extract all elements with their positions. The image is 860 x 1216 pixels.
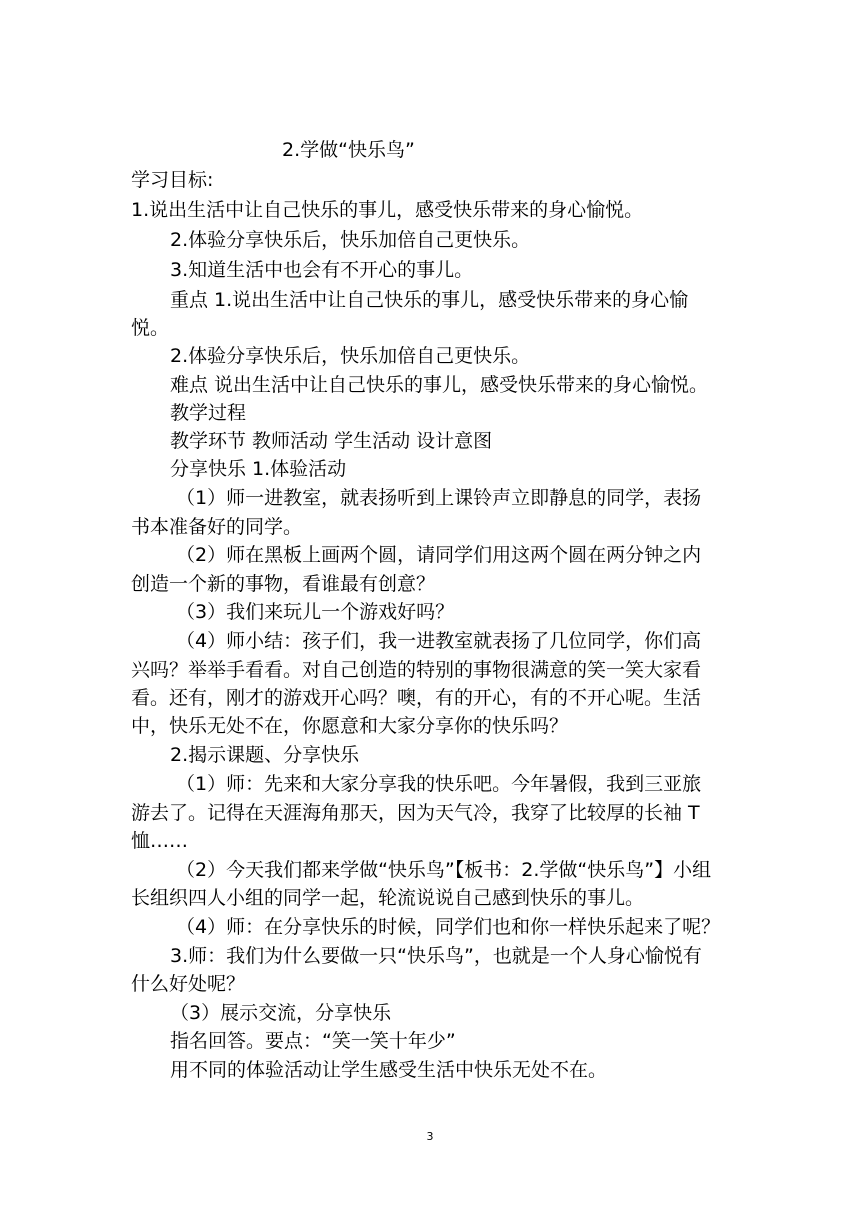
- text-line: 兴吗？举举手看看。对自己创造的特别的事物很满意的笑一笑大家看: [131, 659, 702, 681]
- text-line: 什么好处呢？: [131, 973, 246, 995]
- text-line: （4）师小结：孩子们，我一进教室就表扬了几位同学，你们高: [176, 630, 702, 652]
- text-line: 书本准备好的同学。: [131, 516, 303, 538]
- text-line: 教学过程: [170, 402, 247, 424]
- text-line: 1.说出生活中让自己快乐的事儿，感受快乐带来的身心愉悦。: [131, 199, 644, 221]
- text-line: （2）今天我们都来学做“快乐鸟”【板书：2.学做“快乐鸟”】小组: [176, 859, 712, 881]
- text-line: 2.揭示课题、分享快乐: [170, 744, 360, 766]
- document-title: 2.学做“快乐鸟”: [282, 139, 415, 161]
- text-line: 用不同的体验活动让学生感受生活中快乐无处不在。: [170, 1059, 608, 1081]
- text-line: 悦。: [131, 317, 170, 339]
- text-line: 游去了。记得在天涯海角那天，因为天气冷，我穿了比较厚的长袖 T: [131, 802, 700, 824]
- text-line: （1）师：先来和大家分享我的快乐吧。今年暑假，我到三亚旅: [176, 773, 702, 795]
- text-line: 中，快乐无处不在，你愿意和大家分享你的快乐吗？: [131, 715, 569, 737]
- text-line: 3.师：我们为什么要做一只“快乐鸟”，也就是一个人身心愉悦有: [170, 945, 702, 967]
- text-line: 重点 1.说出生活中让自己快乐的事儿，感受快乐带来的身心愉: [170, 289, 689, 311]
- text-line: 2.体验分享快乐后，快乐加倍自己更快乐。: [170, 229, 531, 251]
- text-line: 创造一个新的事物，看谁最有创意？: [131, 573, 436, 595]
- text-line: （2）师在黑板上画两个圆，请同学们用这两个圆在两分钟之内: [176, 544, 702, 566]
- text-line: （4）师：在分享快乐的时候，同学们也和你一样快乐起来了呢？: [176, 916, 721, 938]
- text-line: 长组织四人小组的同学一起，轮流说说自己感到快乐的事儿。: [131, 887, 645, 909]
- text-line: 恤……: [131, 830, 189, 852]
- text-line: 教学环节 教师活动 学生活动 设计意图: [170, 430, 493, 452]
- text-line: 分享快乐 1.体验活动: [170, 458, 347, 480]
- text-line: 看。还有，刚才的游戏开心吗？噢，有的开心，有的不开心呢。生活: [131, 687, 702, 709]
- text-line: （1）师一进教室，就表扬听到上课铃声立即静息的同学，表扬: [176, 487, 702, 509]
- page-number: 3: [426, 1130, 434, 1143]
- text-line: 学习目标:: [131, 169, 214, 191]
- text-line: （3）展示交流，分享快乐: [170, 1002, 392, 1024]
- text-line: （3）我们来玩儿一个游戏好吗？: [176, 601, 455, 623]
- text-line: 指名回答。要点：“笑一笑十年少”: [170, 1030, 456, 1052]
- text-line: 难点 说出生活中让自己快乐的事儿，感受快乐带来的身心愉悦。: [170, 374, 709, 396]
- text-line: 3.知道生活中也会有不开心的事儿。: [170, 259, 474, 281]
- text-line: 2.体验分享快乐后，快乐加倍自己更快乐。: [170, 345, 531, 367]
